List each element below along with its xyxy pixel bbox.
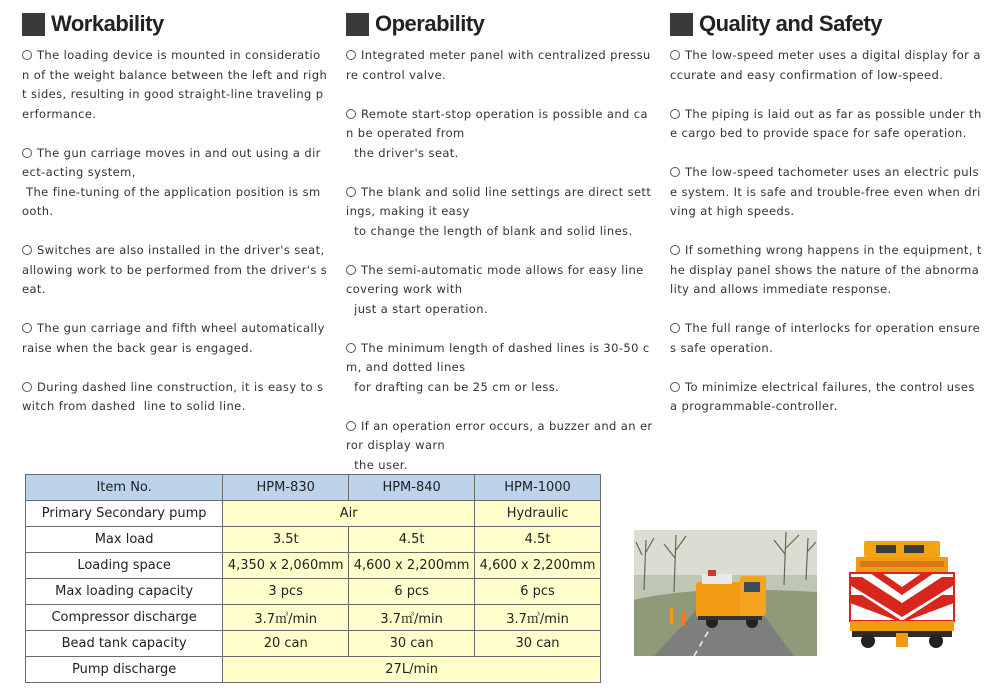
circle-bullet-icon [22, 323, 32, 333]
value-cell: 3.7㎥/min [349, 605, 475, 631]
section-title: Workability [51, 11, 164, 36]
row-label: Max load [26, 527, 223, 553]
circle-bullet-icon [670, 50, 680, 60]
circle-bullet-icon [346, 109, 356, 119]
value-cell: 6 pcs [475, 579, 601, 605]
feature-item: Switches are also installed in the driver's seat, allowing work to be performed from the driver's seat. [22, 243, 329, 296]
feature-item: If an operation error occurs, a buzzer and an error display warn the user. [346, 418, 653, 472]
value-cell: 4,600 x 2,200mm [349, 553, 475, 579]
value-cell: 20 can [223, 631, 349, 657]
truck-on-road-illustration [634, 530, 817, 656]
value-cell: 4,600 x 2,200mm [475, 553, 601, 579]
feature-item: The low-speed tachometer uses an electric pulse system. It is safe and trouble-free even when driving at high speeds. [670, 165, 981, 218]
value-cell: 27L/min [223, 657, 601, 683]
feature-item: Integrated meter panel with centralized pressure control valve. [346, 48, 651, 82]
feature-item: The gun carriage moves in and out using a direct-acting system, The fine-tuning of the application position is smooth. [22, 145, 321, 218]
feature-item: Remote start-stop operation is possible and can be operated from the driver's seat. [346, 106, 648, 160]
spec-table [25, 474, 601, 683]
spec-row [26, 657, 601, 683]
value-cell: 4.5t [475, 527, 601, 553]
feature-item: During dashed line construction, it is easy to switch from dashed line to solid line. [22, 379, 324, 413]
section-title: Quality and Safety [699, 11, 882, 36]
value-cell: 30 can [475, 631, 601, 657]
circle-bullet-icon [346, 50, 356, 60]
circle-bullet-icon [22, 382, 32, 392]
feature-item: The blank and solid line settings are direct settings, making it easy to change the length of blank and solid lines. [346, 184, 652, 238]
truck-rear-chevron-illustration [846, 537, 958, 650]
truck-rear-photo [846, 537, 958, 650]
feature-item: The piping is laid out as far as possible under the cargo bed to provide space for safe operation. [670, 106, 982, 140]
spec-row [26, 553, 601, 579]
section-operability [346, 10, 654, 495]
truck-on-road-photo [634, 530, 817, 656]
circle-bullet-icon [346, 343, 356, 353]
row-label: Compressor discharge [26, 605, 223, 631]
section-workability [22, 10, 328, 436]
feature-item: If something wrong happens in the equipment, the display panel shows the nature of the abnormality and allows immediate response. [670, 243, 982, 296]
section-heading [670, 10, 982, 38]
circle-bullet-icon [670, 109, 680, 119]
spec-row [26, 501, 601, 527]
row-label: Bead tank capacity [26, 631, 223, 657]
feature-item: The low-speed meter uses a digital display for accurate and easy confirmation of low-speed. [670, 48, 981, 82]
feature-item: The loading device is mounted in consideration of the weight balance between the left and right sides, resulting in good straight-line traveling performance. [22, 48, 328, 121]
value-cell: 3 pcs [223, 579, 349, 605]
circle-bullet-icon [346, 421, 356, 431]
value-cell: Hydraulic [475, 501, 601, 527]
circle-bullet-icon [346, 187, 356, 197]
value-cell: Air [223, 501, 475, 527]
header-cell: HPM-830 [223, 475, 349, 501]
row-label: Pump discharge [26, 657, 223, 683]
section-heading [346, 10, 654, 38]
feature-item: The semi-automatic mode allows for easy line covering work with just a start operation. [346, 262, 644, 316]
spec-header-row [26, 475, 601, 501]
row-label: Primary Secondary pump [26, 501, 223, 527]
spec-row [26, 527, 601, 553]
feature-item: The minimum length of dashed lines is 30-50 cm, and dotted lines for drafting can be 25 cm or less. [346, 340, 650, 394]
row-label: Max loading capacity [26, 579, 223, 605]
feature-item: The full range of interlocks for operation ensures safe operation. [670, 321, 981, 355]
circle-bullet-icon [670, 382, 680, 392]
value-cell: 30 can [349, 631, 475, 657]
value-cell: 4,350 x 2,060mm [223, 553, 349, 579]
header-cell: HPM-840 [349, 475, 475, 501]
header-cell: HPM-1000 [475, 475, 601, 501]
section-heading [22, 10, 328, 38]
circle-bullet-icon [22, 148, 32, 158]
square-bullet-icon [670, 13, 693, 36]
value-cell: 6 pcs [349, 579, 475, 605]
spec-row [26, 605, 601, 631]
circle-bullet-icon [670, 167, 680, 177]
value-cell: 3.5t [223, 527, 349, 553]
feature-item: The gun carriage and fifth wheel automatically raise when the back gear is engaged. [22, 321, 329, 355]
row-label: Loading space [26, 553, 223, 579]
section-title: Operability [375, 11, 485, 36]
square-bullet-icon [22, 13, 45, 36]
square-bullet-icon [346, 13, 369, 36]
header-cell: Item No. [26, 475, 223, 501]
value-cell: 3.7㎥/min [223, 605, 349, 631]
spec-row [26, 631, 601, 657]
feature-item: To minimize electrical failures, the control uses a programmable-controller. [670, 379, 979, 413]
circle-bullet-icon [670, 323, 680, 333]
circle-bullet-icon [670, 245, 680, 255]
value-cell: 3.7㎥/min [475, 605, 601, 631]
section-quality-safety [670, 10, 982, 436]
spec-row [26, 579, 601, 605]
value-cell: 4.5t [349, 527, 475, 553]
circle-bullet-icon [22, 245, 32, 255]
circle-bullet-icon [346, 265, 356, 275]
circle-bullet-icon [22, 50, 32, 60]
